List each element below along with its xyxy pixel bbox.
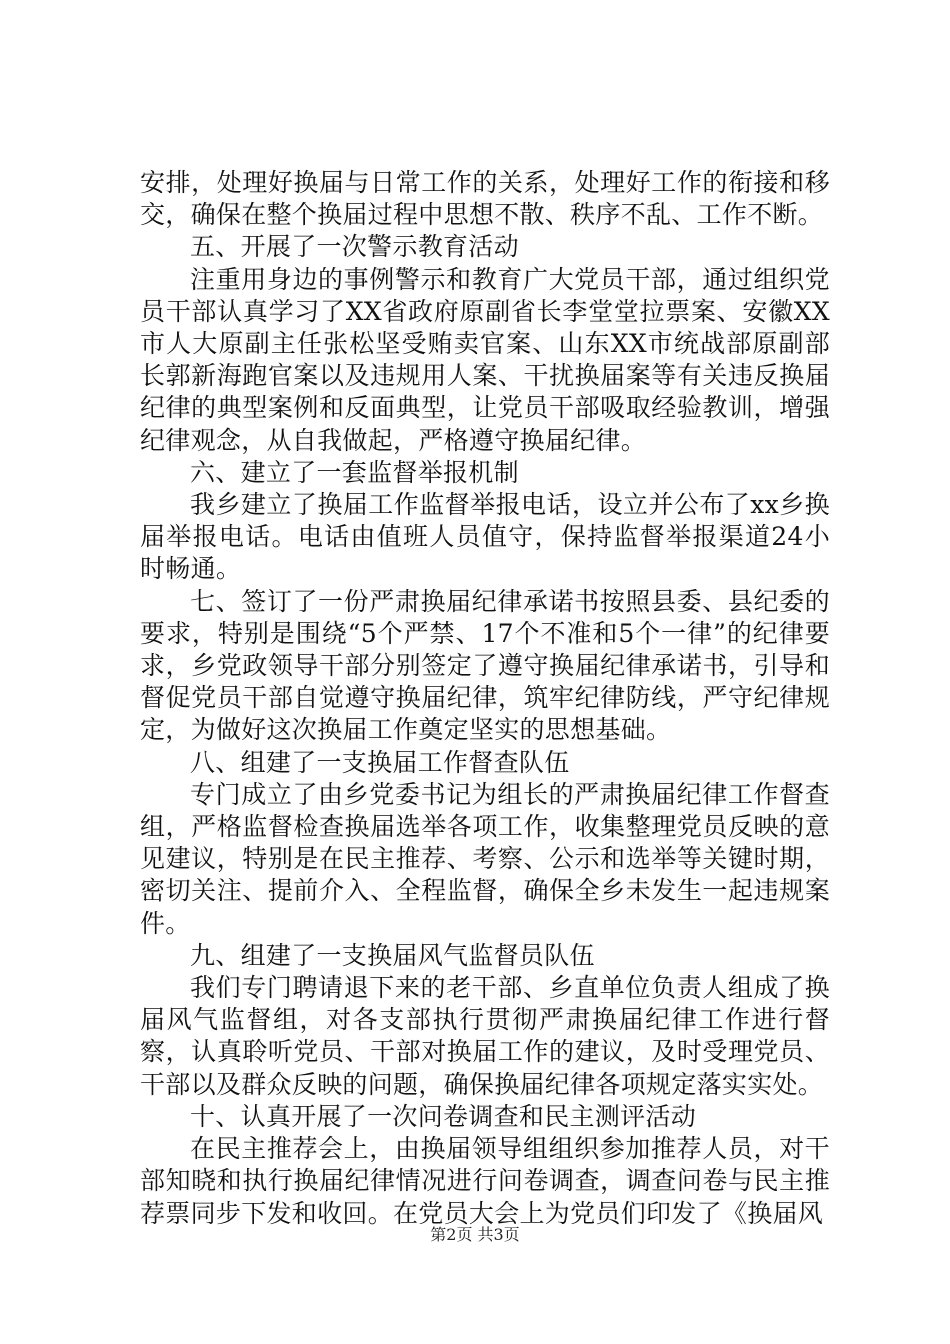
paragraph-commitment-letter: 七、签订了一份严肃换届纪律承诺书按照县委、县纪委的要求，特别是围绕“5个严禁、17个不准和5个一律”的纪律要求，乡党政领导干部分别签定了遵守换届纪律承诺书，引导和督促党员干部自觉遵守换届纪律，筑牢纪律防线，严守纪律规定，为做好这次换届工作奠定坚实的思想基础。: [140, 586, 830, 745]
paragraph-inspection-team: 专门成立了由乡党委书记为组长的严肃换届纪律工作督查组，严格监督检查换届选举各项工作，收集整理党员反映的意见建议，特别是在民主推荐、考察、公示和选举等关键时期，密切关注、提前介入、全程监督，确保全乡未发生一起违规案件。: [140, 779, 830, 938]
section-heading-9: 九、组建了一支换届风气监督员队伍: [190, 940, 595, 970]
section-heading-8: 八、组建了一支换届工作督查队伍: [190, 747, 570, 777]
page-number-footer: 第2页 共3页: [430, 1225, 520, 1244]
paragraph-report-mechanism: 我乡建立了换届工作监督举报电话，设立并公布了xx乡换届举报电话。电话由值班人员值守，保持监督举报渠道24小时畅通。: [140, 490, 830, 584]
paragraph-supervisors: 我们专门聘请退下来的老干部、乡直单位负责人组成了换届风气监督组，对各支部执行贯彻严肃换届纪律工作进行督察，认真聆听党员、干部对换届工作的建议，及时受理党员、干部以及群众反映的问题，确保换届纪律各项规定落实实处。: [140, 973, 830, 1099]
paragraph-warning-education: 注重用身边的事例警示和教育广大党员干部，通过组织党员干部认真学习了XX省政府原副省长李堂堂拉票案、安徽XX市人大原副主任张松坚受贿卖官案、山东XX市统战部原副部长郭新海跑官案以及违规用人案、干扰换届案等有关违反换届纪律的典型案例和反面典型，让党员干部吸取经验教训，增强纪律观念，从自我做起，严格遵守换届纪律。: [140, 264, 830, 455]
section-heading-5: 五、开展了一次警示教育活动: [190, 232, 519, 262]
paragraph-survey: 在民主推荐会上，由换届领导组组织参加推荐人员，对干部知晓和执行换届纪律情况进行问卷调查，调查问卷与民主推荐票同步下发和收回。在党员大会上为党员们印发了《换届风: [140, 1134, 830, 1228]
document-body: [140, 167, 830, 1230]
section-heading-6: 六、建立了一套监督举报机制: [190, 457, 519, 487]
paragraph-continuation: 安排，处理好换届与日常工作的关系，处理好工作的衔接和移交，确保在整个换届过程中思想不散、秩序不乱、工作不断。: [140, 168, 830, 230]
section-heading-10: 十、认真开展了一次问卷调查和民主测评活动: [190, 1101, 697, 1131]
